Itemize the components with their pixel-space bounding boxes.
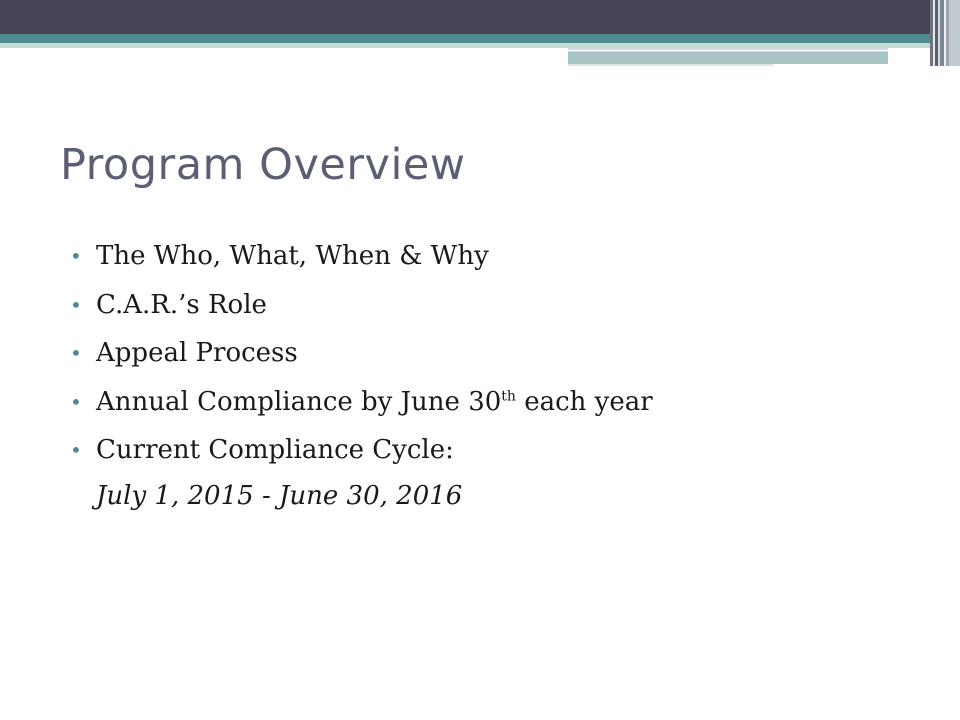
bullet-dot-icon: •: [70, 292, 82, 317]
bullet-text-tail: each year: [515, 386, 653, 417]
bullet-item: [70, 281, 653, 330]
bullet-text-lead: Annual Compliance by June 30: [96, 386, 502, 417]
bullet-dot-icon: •: [70, 244, 82, 268]
bullet-dot-icon: •: [70, 341, 82, 365]
stripe-extension-accent: [568, 52, 888, 64]
ordinal-superscript: th: [501, 387, 516, 404]
slide-title: Program Overview: [60, 140, 466, 190]
bullet-item: [70, 378, 653, 427]
bullet-text: Appeal Process: [96, 338, 298, 368]
header-band: [0, 0, 960, 34]
stripe-extension-thin: [568, 64, 773, 66]
bullet-list: [70, 232, 653, 475]
bullet-item: [70, 232, 653, 281]
bullet-dot-icon: •: [70, 438, 82, 462]
bullet-text: The Who, What, When & Why: [96, 241, 489, 271]
vertical-bar-decor: [949, 0, 960, 66]
bullet-text: Current Compliance Cycle:: [96, 435, 454, 465]
bullet-dot-icon: •: [70, 389, 82, 414]
bullet-text: C.A.R.’s Role: [96, 289, 267, 320]
compliance-cycle-dates: July 1, 2015 - June 30, 2016: [96, 481, 463, 511]
header-divider-line: [565, 50, 890, 51]
teal-stripe: [0, 34, 930, 43]
bullet-item: [70, 329, 653, 378]
bullet-item: [70, 426, 653, 475]
